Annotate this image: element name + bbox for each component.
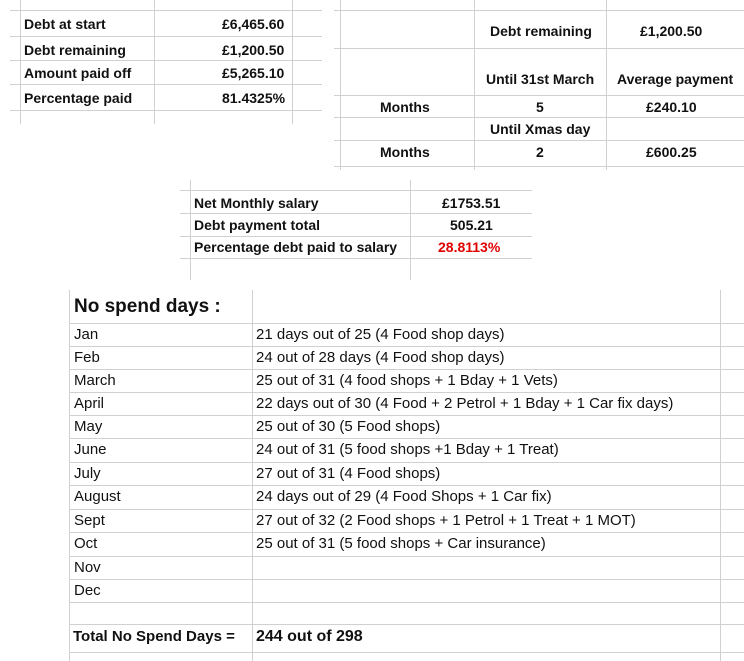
- average-payment-value: £600.25: [646, 144, 697, 160]
- months-value: 5: [536, 99, 544, 115]
- salary-table: [180, 180, 532, 280]
- average-payment-header: Average payment: [617, 71, 734, 87]
- summary-label: Debt at start: [24, 16, 106, 32]
- month-label: April: [74, 395, 105, 412]
- month-label: March: [74, 372, 116, 389]
- debt-remaining-value: £1,200.50: [640, 23, 703, 39]
- salary-label: Net Monthly salary: [194, 195, 319, 211]
- months-value: 2: [536, 144, 544, 160]
- month-detail: 25 out of 30 (5 Food shops): [256, 418, 441, 435]
- average-payment-value: £240.10: [646, 99, 697, 115]
- month-detail: 27 out of 32 (2 Food shops + 1 Petrol + 1 Treat + 1 MOT): [256, 512, 636, 529]
- salary-label: Percentage debt paid to salary: [194, 239, 398, 255]
- month-label: Jan: [74, 326, 99, 343]
- months-label: Months: [380, 144, 430, 160]
- month-detail: 25 out of 31 (5 food shops + Car insurance): [256, 535, 546, 552]
- summary-label: Percentage paid: [24, 90, 133, 106]
- month-label: Feb: [74, 349, 100, 366]
- until-march-header: Until 31st March: [486, 71, 595, 87]
- month-detail: 22 days out of 30 (4 Food + 2 Petrol + 1 Bday + 1 Car fix days): [256, 395, 674, 412]
- debt-remaining-label: Debt remaining: [490, 23, 592, 39]
- salary-value: 505.21: [450, 217, 493, 233]
- summary-value: 81.4325%: [222, 90, 286, 106]
- repayment-plan-table: [334, 0, 744, 170]
- until-xmas-header: Until Xmas day: [490, 121, 591, 137]
- month-label: Oct: [74, 535, 98, 552]
- percentage-debt-to-salary-value: 28.8113%: [438, 239, 501, 255]
- month-label: August: [74, 488, 121, 505]
- total-no-spend-label: Total No Spend Days =: [73, 628, 235, 645]
- salary-value: £1753.51: [442, 195, 501, 211]
- month-detail: 21 days out of 25 (4 Food shop days): [256, 326, 505, 343]
- salary-label: Debt payment total: [194, 217, 321, 233]
- debt-summary-table: [0, 0, 322, 124]
- month-label: Dec: [74, 582, 101, 599]
- summary-value: £1,200.50: [222, 42, 285, 58]
- summary-value: £5,265.10: [222, 65, 285, 81]
- summary-label: Debt remaining: [24, 42, 126, 58]
- month-label: June: [74, 441, 107, 458]
- month-detail: 24 days out of 29 (4 Food Shops + 1 Car fix): [256, 488, 552, 505]
- no-spend-days-table: [64, 290, 744, 661]
- month-label: July: [74, 465, 101, 482]
- summary-value: £6,465.60: [222, 16, 285, 32]
- months-label: Months: [380, 99, 430, 115]
- no-spend-title: No spend days :: [74, 296, 221, 317]
- month-label: Sept: [74, 512, 105, 529]
- total-no-spend-value: 244 out of 298: [256, 628, 363, 645]
- month-detail: 25 out of 31 (4 food shops + 1 Bday + 1 Vets): [256, 372, 558, 389]
- month-detail: 24 out of 28 days (4 Food shop days): [256, 349, 505, 366]
- month-label: Nov: [74, 559, 101, 576]
- month-detail: 27 out of 31 (4 Food shops): [256, 465, 441, 482]
- month-detail: 24 out of 31 (5 food shops +1 Bday + 1 Treat): [256, 441, 559, 458]
- month-label: May: [74, 418, 103, 435]
- summary-label: Amount paid off: [24, 65, 132, 81]
